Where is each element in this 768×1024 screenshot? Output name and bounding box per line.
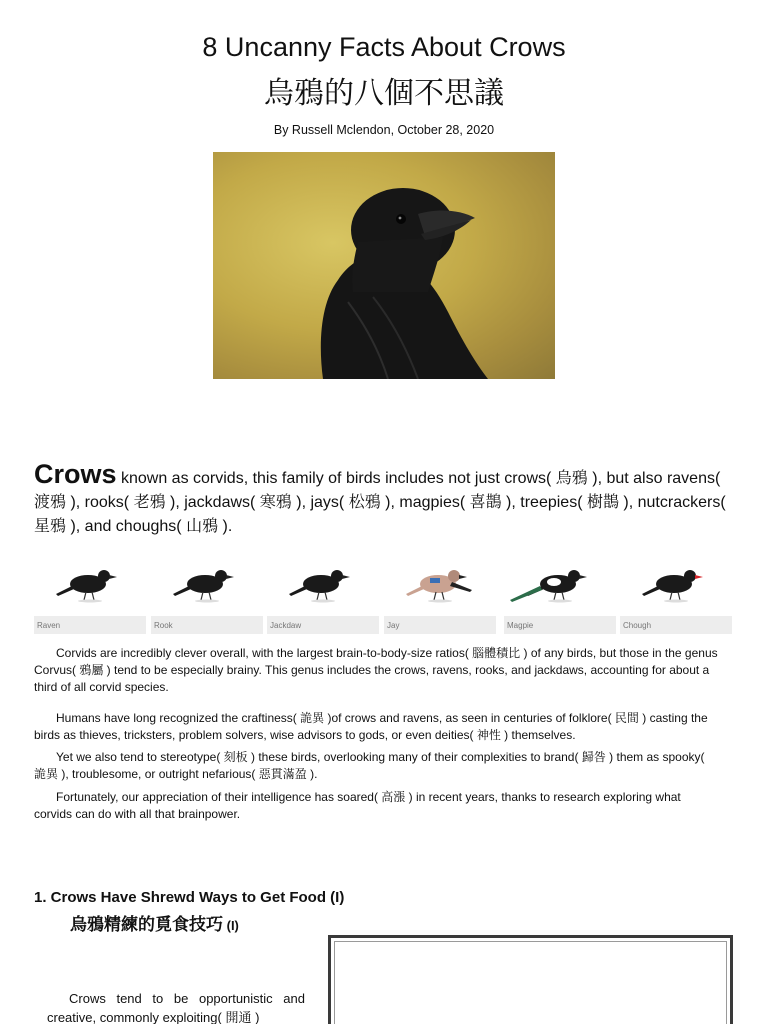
- paragraph-stereotype: Yet we also tend to stereotype( 刻板 ) these birds, overlooking many of their complexities to brand( 歸咎 ) them as spooky( 詭異 ), troublesome, or outright nefarious( 惡貫滿盈 ).: [34, 750, 705, 781]
- jay-bird-icon: [384, 556, 496, 616]
- section-1-title: 1. Crows Have Shrewd Ways to Get Food (I): [34, 889, 345, 906]
- section-1-body: Crows tend to be opportunistic and creative, commonly exploiting( 開通 ): [47, 991, 305, 1024]
- article-title: 8 Uncanny Facts About Crows: [202, 32, 566, 62]
- section-1-title-chinese: [70, 910, 239, 935]
- crow-illustration: [213, 152, 555, 379]
- bird-label: Jackdaw: [267, 616, 379, 634]
- byline: By Russell Mclendon, October 28, 2020: [273, 123, 495, 137]
- image-frame: [328, 935, 733, 1024]
- intro-paragraph: [34, 459, 734, 539]
- magpie-bird-icon: [504, 556, 616, 616]
- intro-lead-word: Crows: [34, 459, 117, 489]
- bird-card-jay: [384, 556, 496, 636]
- article-title-chinese: 烏鴉的八個不思議: [264, 76, 504, 111]
- bird-strip: [34, 556, 728, 636]
- bird-label: Jay: [384, 616, 496, 634]
- bird-label: Magpie: [504, 616, 616, 634]
- image-frame-inner: [334, 941, 727, 1024]
- bird-card-magpie: [504, 556, 616, 636]
- bird-card-raven: [34, 556, 146, 636]
- paragraph-appreciation: Fortunately, our appreciation of their intelligence has soared( 高漲 ) in recent years, thanks to research exploring what corvids can do with all that brainpower.: [34, 790, 681, 821]
- bird-label: Raven: [34, 616, 146, 634]
- jackdaw-bird-icon: [267, 556, 379, 616]
- bird-label: Rook: [151, 616, 263, 634]
- bird-card-jackdaw: [267, 556, 379, 636]
- paragraph-corvids: Corvids are incredibly clever overall, with the largest brain-to-body-size ratios( 腦體積比 ) of any birds, but those in the genus Corvus( 鴉屬 ) tend to be especially brainy. This genus includes the crows, ravens, rooks, and jackdaws, accounting for about a third of all corvid species.: [34, 646, 718, 694]
- chough-bird-icon: [620, 556, 732, 616]
- hero-crow-photo: [213, 152, 555, 379]
- intro-text: known as corvids, this family of birds includes not just crows( 烏鴉 ), but also ravens( 渡鴉 ), rooks( 老鴉 ), jackdaws( 寒鴉 ), jays( 松鴉 ), magpies( 喜鵲 ), treepies( 樹鵲 ), nutcrackers( 星鴉 ), and choughs( 山鴉 ).: [34, 470, 726, 535]
- rook-bird-icon: [151, 556, 263, 616]
- bird-card-rook: [151, 556, 263, 636]
- bird-card-chough: [620, 556, 732, 636]
- section-1-title-chinese-text: 烏鴉精練的覓食技巧: [70, 915, 223, 935]
- section-1-title-suffix: (I): [223, 918, 239, 933]
- bird-label: Chough: [620, 616, 732, 634]
- paragraph-folklore: Humans have long recognized the craftiness( 詭異 )of crows and ravens, as seen in centuries of folklore( 民間 ) casting the birds as thieves, tricksters, problem solvers, wise advisors to gods, or even deities( 神性 ) themselves.: [34, 711, 708, 742]
- raven-bird-icon: [34, 556, 146, 616]
